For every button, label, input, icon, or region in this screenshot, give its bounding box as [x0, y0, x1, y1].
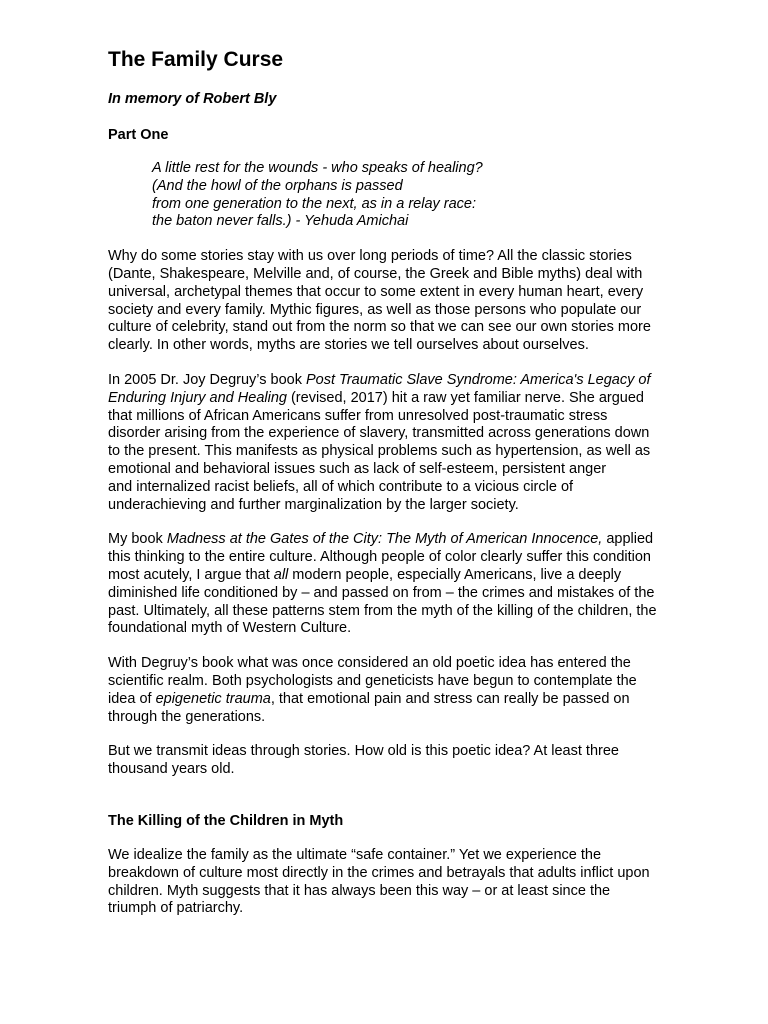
text-run: , that emotional pain and stress can really be passed on: [270, 690, 630, 707]
text-line: past. Ultimately, all these patterns stem from the myth of the killing of the children, the: [108, 602, 657, 619]
text-line: disorder arising from the experience of slavery, transmitted across generations down: [108, 425, 650, 442]
epigraph-line: from one generation to the next, as in a relay race:: [152, 195, 477, 212]
epigraph-line: A little rest for the wounds - who speaks of healing?: [152, 160, 483, 176]
dedication: In memory of Robert Bly: [108, 91, 277, 107]
paragraph-4: [108, 655, 683, 726]
emphasis: epigenetic trauma: [155, 690, 271, 707]
part-heading: Part One: [108, 127, 169, 143]
text-line: [108, 372, 683, 390]
text-line: [108, 390, 683, 408]
epigraph-line: the baton never falls.) - Yehuda Amichai: [152, 213, 409, 230]
text-line: universal, archetypal themes that occur to some extent in every human heart, every: [108, 283, 644, 300]
document-page: [108, 46, 683, 918]
section-heading: The Killing of the Children in Myth: [108, 812, 344, 829]
book-title: Enduring Injury and Healing: [108, 389, 287, 406]
text-run: (revised, 2017) hit a raw yet familiar nerve. She argued: [286, 389, 644, 406]
text-run: In 2005 Dr. Joy Degruy’s book: [108, 371, 307, 388]
text-line: emotional and behavioral issues such as lack of self-esteem, persistent anger: [108, 460, 607, 477]
text-line: foundational myth of Western Culture.: [108, 620, 352, 637]
text-line: [108, 531, 683, 549]
text-line: [108, 691, 683, 709]
text-line: culture of celebrity, stand out from the norm so that we can see our own stories more: [108, 319, 651, 336]
text-line: With Degruy’s book what was once considered an old poetic idea has entered the: [108, 655, 631, 672]
text-line: scientific realm. Both psychologists and geneticists have begun to contemplate the: [108, 672, 637, 689]
emphasis: all: [273, 566, 289, 583]
text-line: breakdown of culture most directly in the crimes and betrayals that adults inflict upon: [108, 864, 650, 881]
paragraph-2: [108, 372, 683, 514]
paragraph-5: [108, 743, 683, 779]
text-line: and internalized racist beliefs, all of which contribute to a vicious circle of: [108, 478, 574, 495]
paragraph-6: [108, 847, 683, 918]
text-run: modern people, especially Americans, live a deeply: [288, 566, 622, 583]
text-line: through the generations.: [108, 708, 266, 725]
text-run: idea of: [108, 690, 156, 707]
text-line: underachieving and further marginalization by the larger society.: [108, 496, 519, 513]
text-line: children. Myth suggests that it has always been this way – or at least since the: [108, 882, 611, 899]
text-line: But we transmit ideas through stories. How old is this poetic idea? At least three: [108, 743, 619, 760]
text-line: triumph of patriarchy.: [108, 900, 244, 917]
text-line: diminished life conditioned by – and passed on from – the crimes and mistakes of the: [108, 584, 655, 601]
text-run: My book: [108, 531, 167, 548]
text-run: most acutely, I argue that: [108, 566, 274, 583]
text-line: Why do some stories stay with us over long periods of time? All the classic stories: [108, 248, 632, 265]
text-line: this thinking to the entire culture. Although people of color clearly suffer this condition: [108, 549, 651, 566]
text-line: to the present. This manifests as physical problems such as hypertension, as well as: [108, 443, 651, 460]
text-line: society and every family. Mythic figures, as well as those persons who populate our: [108, 301, 642, 318]
text-run: applied: [602, 531, 654, 548]
text-line: [108, 567, 683, 585]
text-line: that millions of African Americans suffer from unresolved post-traumatic stress: [108, 407, 608, 424]
document-title: The Family Curse: [108, 48, 284, 71]
epigraph-line: (And the howl of the orphans is passed: [152, 177, 403, 194]
book-title: Madness at the Gates of the City: The Myth of American Innocence,: [166, 531, 603, 548]
paragraph-3: [108, 531, 683, 638]
text-line: thousand years old.: [108, 761, 235, 778]
text-line: clearly. In other words, myths are stories we tell ourselves about ourselves.: [108, 337, 589, 354]
text-line: (Dante, Shakespeare, Melville and, of course, the Greek and Bible myths) deal with: [108, 265, 643, 282]
text-line: We idealize the family as the ultimate “safe container.” Yet we experience the: [108, 846, 602, 863]
paragraph-1: [108, 248, 683, 355]
book-title: Post Traumatic Slave Syndrome: America's Legacy of: [306, 371, 651, 388]
epigraph: [152, 160, 683, 231]
